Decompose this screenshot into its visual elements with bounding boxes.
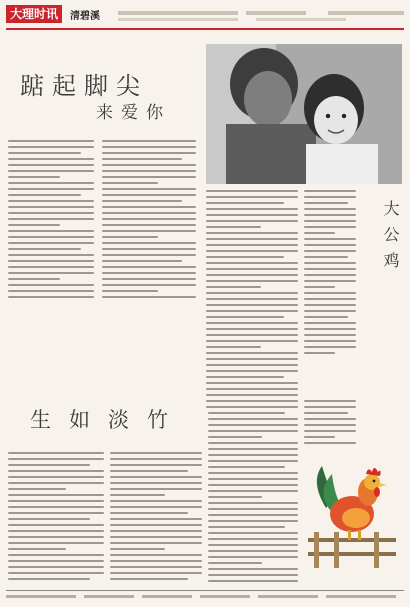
footer-printer <box>258 595 318 598</box>
article-text-column <box>208 400 298 586</box>
footer-editorial-phone <box>142 595 192 598</box>
article-text-column <box>8 452 104 584</box>
section-title: 清碧溪 <box>70 11 100 22</box>
article-text-column <box>304 190 356 358</box>
masthead-secondary-line <box>118 18 238 21</box>
article-title-vertical: 大公鸡 <box>381 200 400 278</box>
article-subtitle: 来爱你 <box>96 103 171 123</box>
article-title: 生如淡竹 <box>30 408 186 432</box>
photo-illustration <box>206 44 402 184</box>
mother-child-photo <box>206 44 402 184</box>
date-line <box>328 11 404 15</box>
footer-ad-phone <box>200 595 250 598</box>
article-title: 踮起脚尖 <box>20 72 148 100</box>
article-text-column <box>102 140 196 302</box>
page-footer <box>6 590 404 603</box>
article-text-column <box>110 452 202 584</box>
footer-address <box>6 595 76 598</box>
footer-office-phone <box>84 595 134 598</box>
article-text-column <box>8 140 94 302</box>
masthead-info-line <box>118 11 238 15</box>
paper-logo: 大理时讯 <box>6 5 62 23</box>
rooster-illustration <box>304 452 400 572</box>
article-text-column <box>304 400 356 448</box>
article-text-column <box>206 190 298 412</box>
masthead-info-placeholder <box>246 11 306 15</box>
masthead <box>6 4 404 30</box>
footer-price <box>326 595 396 598</box>
masthead-secondary-line <box>256 18 346 21</box>
